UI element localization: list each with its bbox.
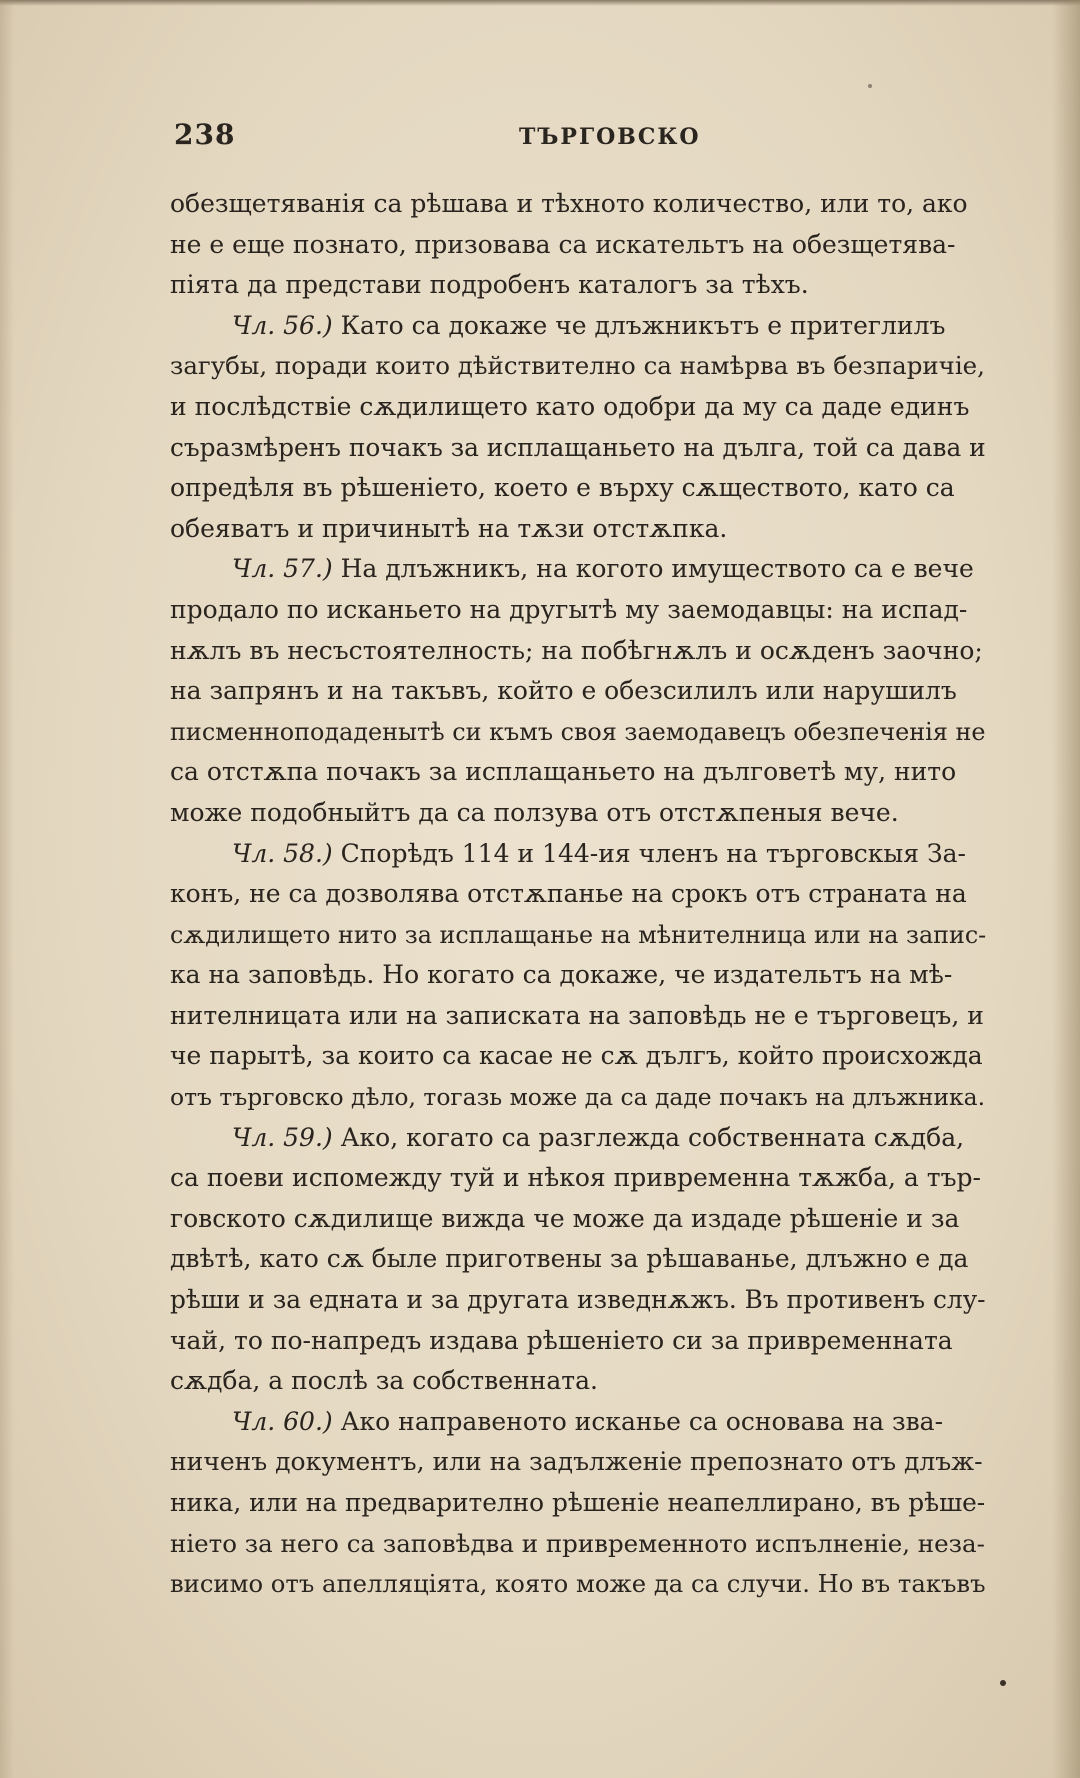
line-text: рѣши и за едната и за другата изведнѫжъ. Въ противенъ слу-: [170, 1285, 986, 1315]
text-line: [170, 915, 986, 956]
article-number: Чл. 58.): [232, 838, 333, 868]
text-line: [170, 1564, 986, 1605]
text-line: [170, 955, 986, 996]
line-text: писменноподаденытѣ си къмъ своя заемодавецъ обезпеченія не: [170, 717, 986, 746]
line-text: Спорѣдъ 114 и 144-ия членъ на търговскыя За-: [332, 838, 966, 868]
line-text: са отстѫпа почакъ за исплащаньето на дълговетѣ му, нито: [170, 757, 957, 787]
text-line: [170, 631, 986, 672]
line-text: конъ, не са дозволява отстѫпанье на срокъ отъ страната на: [170, 879, 967, 909]
page-right-edge: [1052, 0, 1080, 1778]
line-text: обезщетяванія са рѣшава и тѣхното количество, или то, ако: [170, 189, 968, 218]
line-text: Ако направеното исканье са основава на зва-: [332, 1406, 944, 1436]
line-text: не е еще познато, призовава са искательтъ на обезщетява-: [170, 229, 956, 259]
line-text: ніето за него са заповѣдва и привременното испълненіе, неза-: [170, 1528, 985, 1558]
running-title: ТЪРГОВСКО: [519, 124, 701, 150]
text-line: [170, 590, 986, 631]
text-line: [170, 996, 986, 1037]
text-line: [170, 225, 986, 266]
line-text: на запрянъ и на такъвъ, който е обезсилилъ или нарушилъ: [170, 676, 957, 706]
line-text: говското сѫдилище вижда че може да издаде рѣшеніе и за: [170, 1203, 960, 1233]
line-text: ниченъ документъ, или на задълженіе препознато отъ длъж-: [170, 1447, 983, 1477]
text-line: [170, 387, 986, 428]
article-line: [170, 834, 986, 875]
line-text: висимо отъ апелляціята, която може да са случи. Но въ такъвъ: [170, 1569, 986, 1599]
page-header: [174, 118, 974, 158]
ink-speck: [1000, 1680, 1006, 1686]
page-top-edge: [0, 0, 1080, 6]
line-text: нѫлъ въ несъстоятелность; на побѣгнѫлъ и осѫденъ заочно;: [170, 635, 983, 665]
line-text: че парытѣ, за които са касае не сѫ дългъ, който происхожда: [170, 1041, 983, 1071]
text-line: [170, 752, 986, 793]
line-text: ника, или на предварително рѣшеніе неапеллирано, въ рѣше-: [170, 1488, 986, 1517]
text-line: [170, 346, 986, 387]
text-line: [170, 1077, 986, 1118]
line-text: Ако, когато са разглежда собственната сѫдба,: [332, 1122, 965, 1152]
article-number: Чл. 57.): [232, 554, 333, 584]
text-line: [170, 1280, 986, 1321]
text-line: [170, 712, 986, 753]
line-text: може подобныйтъ да са ползува отъ отстѫпеныя вече.: [170, 797, 899, 827]
line-text: обеяватъ и причинытѣ на тѫзи отстѫпка.: [170, 513, 728, 543]
text-line: [170, 468, 986, 509]
line-text: нителницата или на записката на заповѣдь не е търговецъ, и: [170, 1000, 984, 1030]
text-line: [170, 1199, 986, 1240]
text-line: [170, 1036, 986, 1077]
text-line: [170, 184, 986, 225]
line-text: и послѣдствіе сѫдилището като одобри да му са даде единъ: [170, 391, 970, 421]
text-line: [170, 1483, 986, 1524]
text-line: [170, 1361, 986, 1402]
line-text: отъ търговско дѣло, тогазь може да са даде почакъ на длъжника.: [170, 1083, 986, 1112]
text-line: [170, 1321, 986, 1362]
line-text: сѫдба, а послѣ за собственната.: [170, 1366, 598, 1396]
article-number: Чл. 59.): [232, 1122, 333, 1152]
body-text: [170, 184, 986, 1605]
line-text: са поеви испомежду туй и нѣкоя привременна тѫжба, а тър-: [170, 1163, 981, 1193]
text-line: [170, 428, 986, 469]
line-text: піята да представи подробенъ каталогъ за тѣхъ.: [170, 270, 809, 300]
text-line: [170, 1442, 986, 1483]
text-line: [170, 793, 986, 834]
article-line: [170, 1118, 986, 1159]
text-line: [170, 1158, 986, 1199]
article-line: [170, 1402, 986, 1443]
text-line: [170, 874, 986, 915]
text-line: [170, 1239, 986, 1280]
line-text: опредѣля въ рѣшеніето, което е върху сѫществото, като са: [170, 473, 955, 503]
line-text: ка на заповѣдь. Но когато са докаже, че издательтъ на мѣ-: [170, 960, 953, 990]
article-number: Чл. 60.): [232, 1406, 333, 1436]
ink-speck: [868, 84, 872, 88]
article-number: Чл. 56.): [232, 310, 333, 340]
text-line: [170, 671, 986, 712]
line-text: чай, то по-напредъ издава рѣшеніето си за привременната: [170, 1325, 953, 1355]
text-line: [170, 1524, 986, 1565]
line-text: Като са докаже че длъжникътъ е притеглилъ: [332, 310, 946, 340]
article-line: [170, 306, 986, 347]
line-text: сѫдилището нито за исплащанье на мѣнителница или на запис-: [170, 920, 986, 949]
line-text: продало по исканьето на другытѣ му заемодавцы: на испад-: [170, 594, 968, 624]
line-text: На длъжникъ, на когото имуществото са е вече: [332, 554, 974, 584]
page-left-edge: [0, 0, 14, 1778]
article-line: [170, 549, 986, 590]
line-text: двѣтѣ, като сѫ быле приготвены за рѣшаванье, длъжно е да: [170, 1244, 969, 1274]
text-line: [170, 265, 986, 306]
line-text: загубы, поради които дѣйствително са намѣрва въ безпаричіе,: [170, 351, 985, 381]
page-number: 238: [174, 118, 236, 151]
line-text: съразмѣренъ почакъ за исплащаньето на дълга, той са дава и: [170, 432, 986, 462]
text-line: [170, 509, 986, 550]
